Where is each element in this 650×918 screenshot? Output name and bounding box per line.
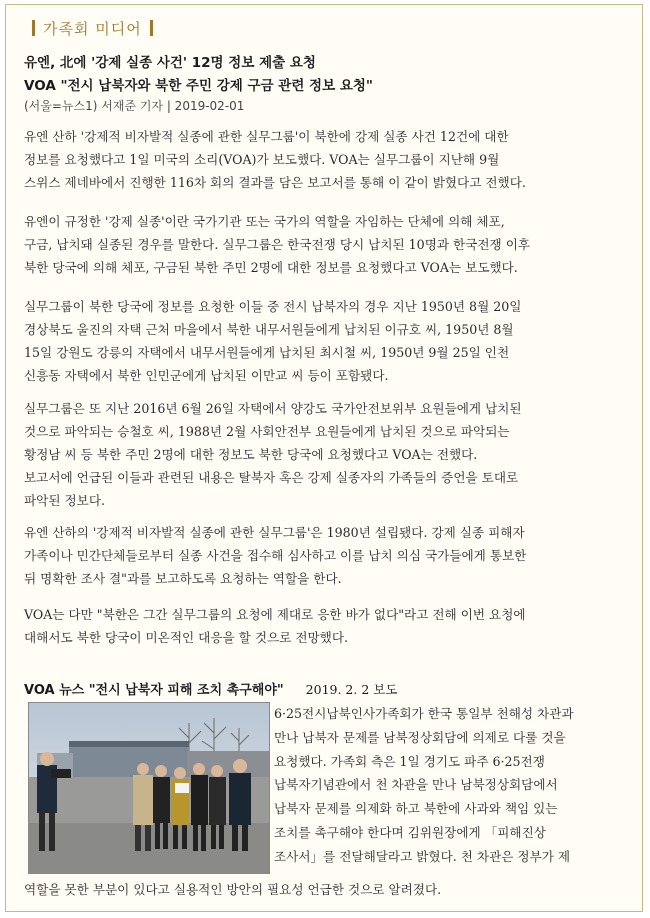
paragraph-1 <box>24 125 629 194</box>
text-line: 유엔 산하 '강제적 비자발적 실종에 관한 실무그룹'이 북한에 강제 실종 사건 12건에 대한 <box>24 129 509 144</box>
text-line: VOA는 다만 "북한은 그간 실무그룹의 요청에 제대로 응한 바가 없다"라고 전해 이번 요청에 <box>24 607 526 622</box>
text-line: 보고서에 언급된 이들과 관련된 내용은 탈북자 혹은 강제 실종자의 가족들의 증언을 토대로 <box>24 470 519 485</box>
paragraph-5 <box>24 521 629 590</box>
text-line: 유엔이 규정한 '강제 실종'이란 국가기관 또는 국가의 역할을 자임하는 단체에 의해 체포, <box>24 214 505 229</box>
text-line: 파악된 정보다. <box>24 493 105 508</box>
section-label-text: 가족회 미디어 <box>43 20 142 38</box>
text-line: 스위스 제네바에서 진행한 116차 회의 결과를 담은 보고서를 통해 이 같이 밝혔다고 전했다. <box>24 175 526 190</box>
text-line: 만나 납북자 문제를 남북정상회담에 의제로 다룰 것을 <box>274 729 566 745</box>
paragraph-6 <box>24 603 629 649</box>
text-line: 가족이나 민간단체들로부터 실종 사건을 접수해 심사하고 이를 납치 의심 국가들에게 통보한 <box>24 548 527 563</box>
text-line: 황정남 씨 등 북한 주민 2명에 대한 정보도 북한 당국에 요청했다고 VOA는 전했다. <box>24 447 478 462</box>
text-line: 15일 강원도 강릉의 자택에서 내무서원들에게 납치된 최시철 씨, 1950년 9월 25일 인천 <box>24 345 510 360</box>
event-photo <box>28 702 270 874</box>
section-label <box>24 18 161 39</box>
text-line: 정보를 요청했다고 1일 미국의 소리(VOA)가 보도했다. VOA는 실무그룹이 지난해 9월 <box>24 152 500 167</box>
text-line: 유엔 산하의 '강제적 비자발적 실종에 관한 실무그룹'은 1980년 설립됐다. 강제 실종 피해자 <box>24 525 525 540</box>
paragraph-2 <box>24 210 629 279</box>
text-line: 6·25전시납북인사가족회가 한국 통일부 천해성 차관과 <box>274 706 574 721</box>
text-line: 대해서도 북한 당국이 미온적인 대응을 할 것으로 전망했다. <box>24 630 348 645</box>
voa-news-title <box>24 679 397 698</box>
voa-news-body <box>274 702 634 869</box>
paragraph-3 <box>24 295 629 387</box>
headline-main: 유엔, 北에 '강제 실종 사건' 12명 정보 제출 요청 <box>24 55 316 71</box>
document-page <box>5 4 643 912</box>
text-line: 납북자 문제를 의제화 하고 북한에 사과와 책임 있는 <box>274 801 558 817</box>
paragraph-4 <box>24 397 629 512</box>
text-line: 조치를 촉구해야 한다며 김위원장에게 「피해진상 <box>274 824 546 840</box>
voa-news-last-line: 역할을 못한 부분이 있다고 실용적인 방안의 필요성 언급한 것으로 알려졌다. <box>24 882 442 897</box>
text-line: 납북자기념관에서 천 차관을 만나 남북정상회담에서 <box>274 777 558 793</box>
text-line: 것으로 파악되는 승철호 씨, 1988년 2월 사회안전부 요원들에게 납치된 것으로 파악되는 <box>24 424 510 439</box>
voa-title-text: VOA 뉴스 "전시 납북자 피해 조치 촉구해야" <box>24 683 284 698</box>
text-line: 구금, 납치돼 실종된 경우를 말한다. 실무그룹은 한국전쟁 당시 납치된 10명과 한국전쟁 이후 <box>24 237 531 252</box>
byline: (서울=뉴스1) 서재준 기자 | 2019-02-01 <box>24 99 245 113</box>
text-line: 뒤 명확한 조사 결"과를 보고하도록 요청하는 역할을 한다. <box>24 571 342 586</box>
section-bar-left <box>32 20 35 36</box>
text-line: 요청했다. 가족회 측은 1일 경기도 파주 6·25전쟁 <box>274 753 545 769</box>
text-line: 경상북도 울진의 자택 근처 마을에서 북한 내무서원들에게 납치된 이규호 씨, 1950년 8월 <box>24 322 514 337</box>
headline-sub: VOA "전시 납북자와 북한 주민 강제 구금 관련 정보 요청" <box>24 78 373 94</box>
text-line: 조사서」를 전달해달라고 밝혔다. 천 차관은 정부가 제 <box>274 848 571 864</box>
text-line: 실무그룹이 북한 당국에 정보를 요청한 이들 중 전시 납북자의 경우 지난 1950년 8월 20일 <box>24 299 522 314</box>
section-bar-right <box>150 20 153 36</box>
text-line: 실무그룹은 또 지난 2016년 6월 26일 자택에서 양강도 국가안전보위부 요원들에게 납치된 <box>24 401 522 416</box>
event-photo-illustration <box>29 703 269 873</box>
text-line: 신흥동 자택에서 북한 인민군에게 납치된 이만교 씨 등이 포함됐다. <box>24 368 389 383</box>
voa-date: 2019. 2. 2 보도 <box>305 682 398 697</box>
text-line: 북한 당국에 의해 체포, 구금된 북한 주민 2명에 대한 정보를 요청했다고 VOA는 보도했다. <box>24 260 518 275</box>
